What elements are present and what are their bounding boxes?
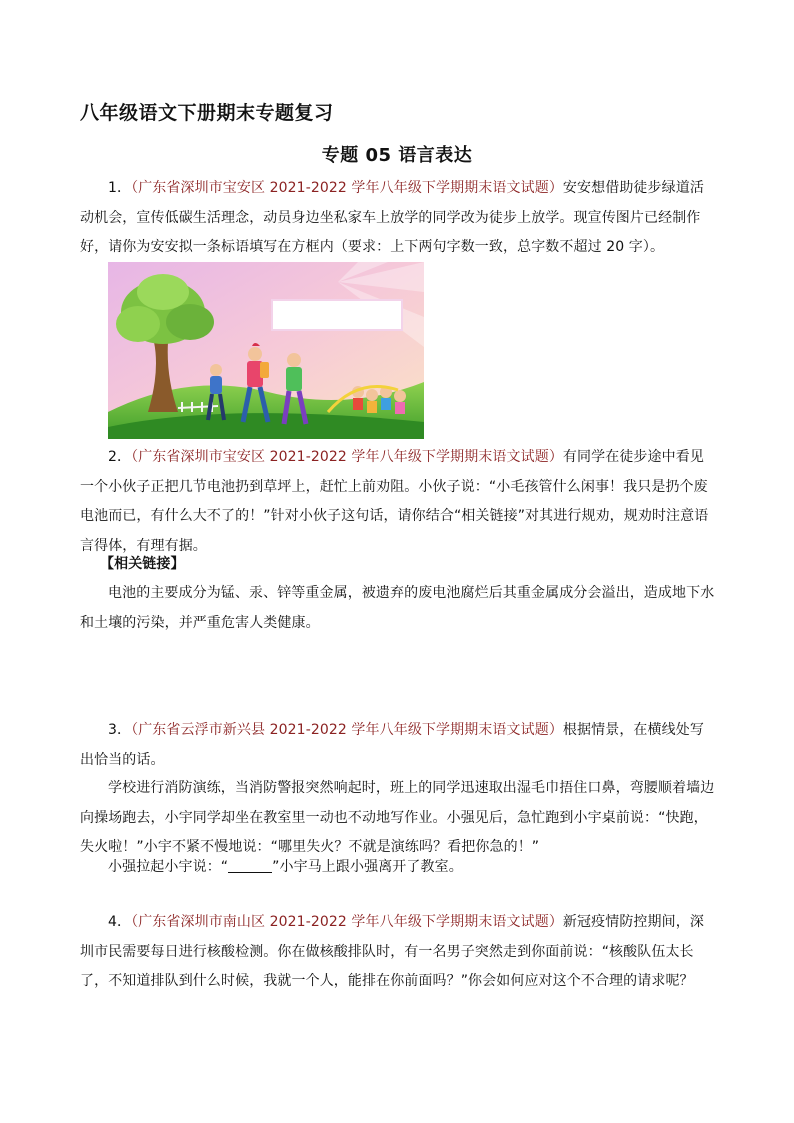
answer-blank[interactable] xyxy=(228,858,272,873)
question-text: 有同学在徒步途中看见一个小伙子正把几节电池扔到草坪上，赶忙上前劝阻。小伙子说：“小毛孩管什么闲事！我只是扔个废电池而已，有什么大不了的！”针对小伙子这句话，请你结合“相关链接”对其进行规劝，规劝时注意语言得体，有理有据。 xyxy=(80,449,709,554)
document-title: 八年级语文下册期末专题复习 xyxy=(80,102,334,124)
question-3 xyxy=(80,716,718,775)
hiking-family-illustration xyxy=(108,262,424,439)
question-source: （广东省深圳市宝安区 2021-2022 学年八年级下学期期末语文试题） xyxy=(131,449,563,465)
question-text: 安安想借助徒步绿道活动机会，宣传低碳生活理念，动员身边坐私家车上放学的同学改为徒步上放学。现宣传图片已经制作好，请你为安安拟一条标语填写在方框内（要求：上下两句字数一致，总字数不超过 20 字）。 xyxy=(80,180,704,255)
question-number: 4． xyxy=(108,914,132,930)
topic-title: 专题 05 语言表达 xyxy=(321,145,473,166)
question-4 xyxy=(80,908,718,997)
slogan-box xyxy=(272,300,402,330)
question-2 xyxy=(80,443,718,561)
related-link-text: 电池的主要成分为锰、汞、锌等重金属，被遗弃的废电池腐烂后其重金属成分会溢出，造成地下水和土壤的污染，并严重危害人类健康。 xyxy=(80,585,715,631)
question-source: （广东省深圳市南山区 2021-2022 学年八年级下学期期末语文试题） xyxy=(131,914,563,930)
fill-in-line: 小强拉起小宇说：“ ”小宇马上跟小强离开了教室。 xyxy=(108,859,463,875)
question-source: （广东省深圳市宝安区 2021-2022 学年八年级下学期期末语文试题） xyxy=(131,180,563,196)
question-text: 根据情景，在横线处写出恰当的话。 xyxy=(80,722,704,768)
question-1 xyxy=(80,174,718,263)
question-number: 1． xyxy=(108,180,132,196)
related-link-heading: 【相关链接】 xyxy=(100,556,185,572)
question-number: 3． xyxy=(108,722,132,738)
question-number: 2． xyxy=(108,449,132,465)
scene-text: 学校进行消防演练，当消防警报突然响起时，班上的同学迅速取出湿毛巾捂住口鼻，弯腰顺着墙边向操场跑去，小宇同学却坐在教室里一动也不动地写作业。小强见后，急忙跑到小宇桌前说：“快跑，失火啦！”小宇不紧不慢地说：“哪里失火？不就是演练吗？看把你急的！” xyxy=(80,780,715,855)
question-text: 新冠疫情防控期间，深圳市民需要每日进行核酸检测。你在做核酸排队时，有一名男子突然走到你面前说：“核酸队伍太长了，不知道排队到什么时候，我就一个人，能排在你前面吗？”你会如何应对这个不合理的请求呢？ xyxy=(80,914,704,989)
question-source: （广东省云浮市新兴县 2021-2022 学年八年级下学期期末语文试题） xyxy=(131,722,563,738)
